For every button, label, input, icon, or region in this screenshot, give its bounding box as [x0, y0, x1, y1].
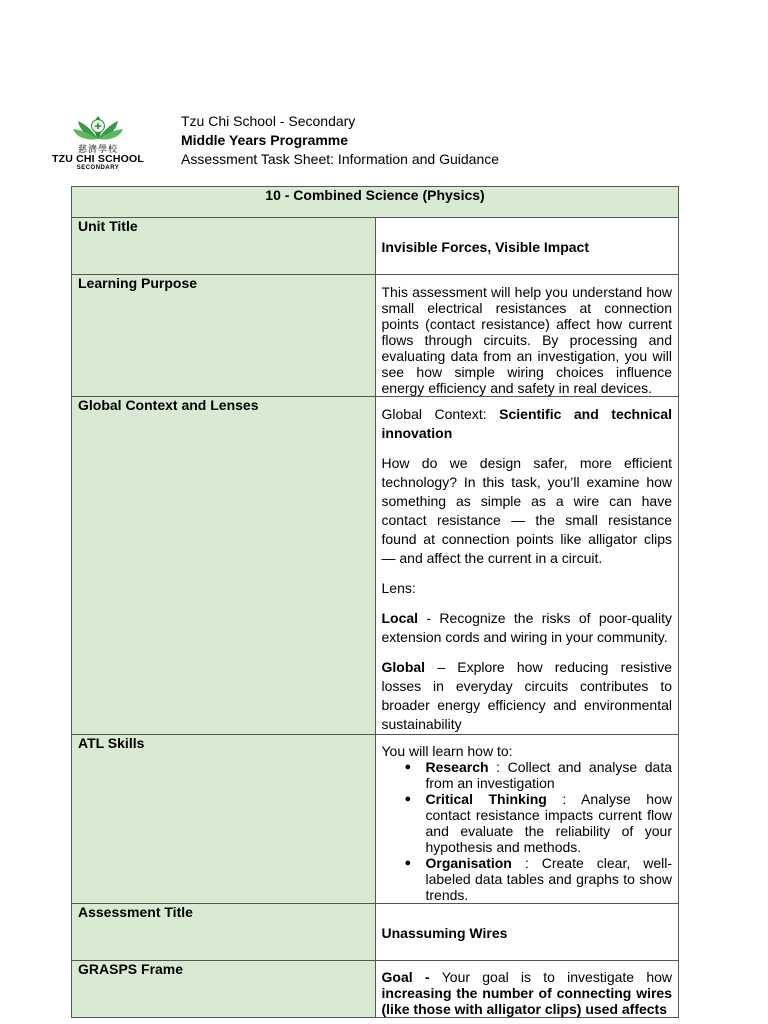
table-title-row: [72, 187, 679, 218]
atl-label: ATL Skills: [72, 735, 376, 904]
atl-intro: You will learn how to:: [381, 743, 513, 759]
header-text: [181, 112, 499, 169]
grasps-goal-bold: increasing the number of connecting wires (like those with alligator clips) used affects: [381, 985, 672, 1017]
programme-name: Middle Years Programme: [181, 132, 349, 148]
list-item: [426, 791, 673, 855]
learning-purpose-value: This assessment will help you understand how small electrical resistances at connection points (contact resistance) affect how current flows through circuits. By processing and evaluating data from an investigation, you will see how simple wiring choices influence energy efficiency and safety in real devices.: [375, 275, 679, 397]
global-context-question: How do we design safer, more efficient technology? In this task, you’ll examine how something as simple as a wire can have contact resistance — the small resistance found at connection points like alligator clips — and affect the current in a circuit.: [381, 455, 672, 566]
lens-local-text: - Recognize the risks of poor-quality extension cords and wiring in your community.: [381, 610, 672, 645]
global-context-prefix: Global Context:: [381, 406, 500, 422]
grasps-goal-label: Goal -: [381, 969, 442, 985]
assessment-table: [71, 186, 679, 1018]
logo-school-name: TZU CHI SCHOOL: [51, 153, 145, 165]
global-context-value: Scientific and technical innovation: [381, 406, 672, 441]
atl-item-name: Research: [425, 759, 489, 775]
atl-item-name: Critical Thinking: [425, 791, 547, 807]
logo-subtitle: SECONDARY: [76, 165, 120, 171]
global-context-cell: [375, 397, 679, 735]
assessment-title-cell: [375, 904, 679, 961]
sheet-type: Assessment Task Sheet: Information and Guidance: [181, 151, 500, 167]
table-row: [72, 275, 679, 397]
table-row: [72, 961, 679, 1018]
table-row: [72, 735, 679, 904]
assessment-title-value: Unassuming Wires: [381, 925, 508, 941]
logo-chinese-text: 慈濟學校: [77, 144, 118, 154]
table-row: [72, 904, 679, 961]
lotus-emblem-icon: [72, 112, 124, 142]
lens-global-label: Global: [381, 659, 426, 675]
atl-cell: [375, 735, 679, 904]
learning-purpose-label: Learning Purpose: [72, 275, 376, 397]
atl-item-text: : Analyse how contact resistance impacts current flow and evaluate the reliability of your hypothesis and methods.: [425, 791, 672, 855]
atl-list: [382, 759, 673, 903]
unit-title-cell: [375, 218, 679, 275]
table-title: 10 - Combined Science (Physics): [72, 187, 679, 218]
global-context-line: [382, 405, 673, 443]
atl-item-text: : Collect and analyse data from an investigation: [425, 759, 672, 791]
list-item: [426, 759, 673, 791]
document-header: [50, 110, 700, 175]
lens-heading: Lens:: [381, 580, 416, 596]
lens-global-text: – Explore how reducing resistive losses in everyday circuits contributes to broader energy efficiency and environmental sustainability: [381, 659, 672, 732]
lens-local: [382, 609, 673, 647]
school-name: Tzu Chi School - Secondary: [181, 113, 356, 129]
atl-item-text: : Create clear, well-labeled data tables and graphs to show trends.: [425, 855, 672, 903]
unit-title-label: Unit Title: [72, 218, 376, 275]
assessment-title-label: Assessment Title: [72, 904, 376, 961]
unit-title-value: Invisible Forces, Visible Impact: [381, 239, 589, 255]
table-row: [72, 218, 679, 275]
atl-item-name: Organisation: [425, 855, 512, 871]
school-logo: [50, 110, 146, 175]
grasps-label: GRASPS Frame: [72, 961, 376, 1018]
global-context-label: Global Context and Lenses: [72, 397, 376, 735]
lens-global: [382, 658, 673, 734]
table-row: [72, 397, 679, 735]
grasps-cell: [375, 961, 679, 1018]
lens-local-label: Local: [381, 610, 419, 626]
list-item: [426, 855, 673, 903]
grasps-goal-text: Your goal is to investigate how: [441, 969, 673, 985]
